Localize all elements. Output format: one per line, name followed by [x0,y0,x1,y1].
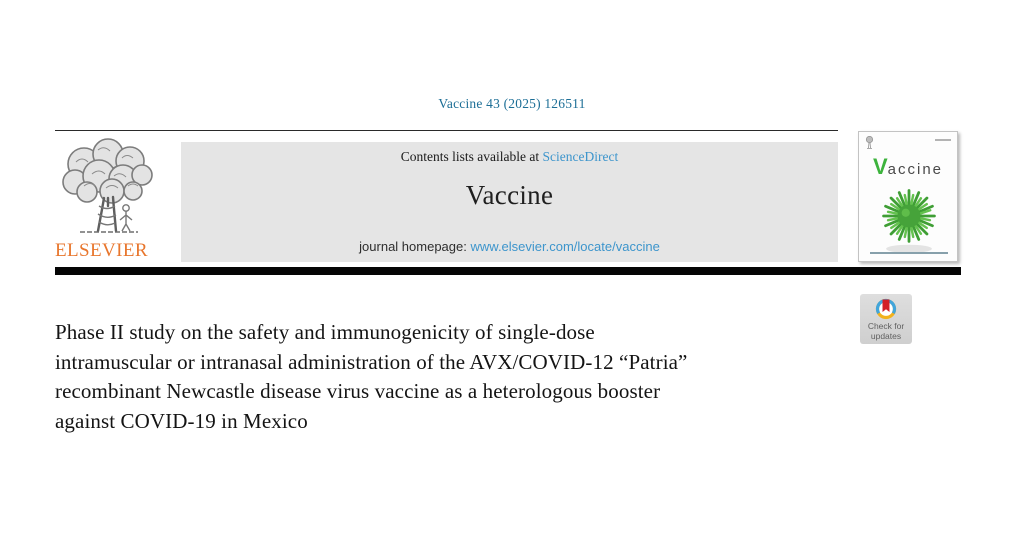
check-for-updates-badge[interactable] [860,294,912,344]
journal-cover-thumbnail[interactable] [858,131,958,262]
contents-line [181,149,838,165]
article-title-line: intramuscular or intranasal administration of the AVX/COVID-12 “Patria” [55,349,688,374]
contents-prefix: Contents lists available at [400,149,540,164]
cover-issn-microtext [935,139,951,141]
elsevier-tree-icon [54,134,164,238]
article-title-line: against COVID-19 in Mexico [55,409,308,434]
citation-link[interactable]: Vaccine 43 (2025) 126511 [438,96,586,111]
cover-elsevier-mini-logo-icon [864,136,875,149]
elsevier-wordmark: ELSEVIER [55,240,148,261]
article-title [55,318,885,437]
journal-title: Vaccine [465,180,554,210]
cover-footer-microtext [870,252,948,254]
homepage-line [181,239,838,254]
article-title-line: recombinant Newcastle disease virus vaccine as a heterologous booster [55,379,661,404]
sciencedirect-link[interactable]: ScienceDirect [542,149,619,164]
crossmark-icon [871,297,901,322]
badge-label-line1: Check for [867,321,905,331]
journal-homepage-link[interactable]: www.elsevier.com/locate/vaccine [470,239,660,254]
homepage-prefix: journal homepage: [359,239,467,254]
cover-virus-illustration-icon [868,175,950,257]
cover-wordmark-rest: accine [887,161,944,178]
journal-masthead [181,142,838,262]
badge-label-line2: updates [870,330,902,341]
header-divider-bar [55,267,961,275]
article-title-line: Phase II study on the safety and immunogenicity of single-dose [55,320,595,344]
cover-wordmark-v: V [872,154,888,179]
header-top-rule [55,130,838,131]
elsevier-logo [54,134,166,262]
